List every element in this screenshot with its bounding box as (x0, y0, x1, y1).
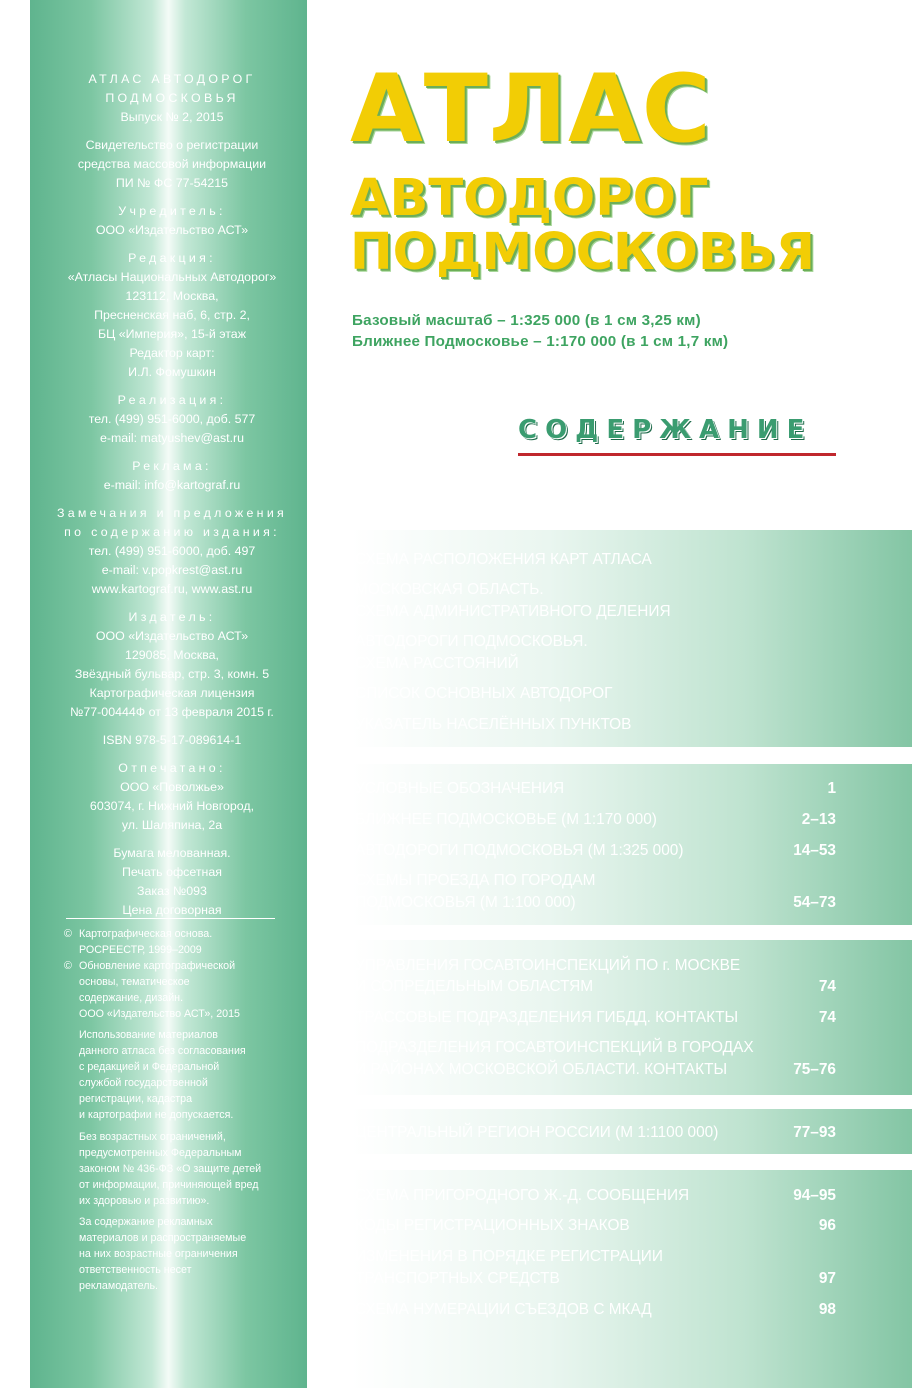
toc-entry-cont[interactable]: ПОДМОСКОВЬЯ (М 1:100 000) (355, 894, 576, 911)
imprint-printed-1: ООО «Поволжье» (120, 780, 224, 794)
note-3a: Использование материалов (79, 1029, 218, 1042)
imprint-cert-1: Свидетельство о регистрации (85, 138, 259, 152)
imprint-paper: Бумага мелованная. (113, 846, 231, 860)
toc-entry[interactable]: СХЕМА ПРИГОРОДНОГО Ж.-Д. СООБЩЕНИЯ (355, 1187, 690, 1204)
imprint-editorial-5: Редактор карт: (129, 346, 215, 360)
toc-entry[interactable]: УКАЗАТЕЛЬ НАСЕЛЁННЫХ ПУНКТОВ (355, 716, 632, 733)
toc-entry[interactable]: СПИСОК ОСНОВНЫХ АВТОДОРОГ (355, 685, 613, 702)
imprint-publisher-heading: Издатель: (128, 610, 216, 624)
toc-entry[interactable]: СХЕМЫ ПРОЕЗДА ПО ГОРОДАМ (355, 872, 596, 889)
imprint-editorial-1: «Атласы Национальных Автодорог» (67, 270, 277, 284)
cover-title-roads: АВТОДОРОГ (350, 169, 709, 228)
toc-page-number: 1 (827, 780, 836, 797)
copyright-icon: © (64, 959, 72, 972)
base-scale-note: Базовый масштаб – 1:325 000 (в 1 см 3,25 км) (352, 312, 701, 329)
note-2a: Обновление картографической (79, 959, 236, 972)
legal-notes (62, 927, 302, 1295)
imprint-editorial-6: И.Л. Фомушкин (128, 365, 216, 379)
imprint-divider (66, 918, 275, 919)
note-5e: рекламодатель. (79, 1280, 159, 1293)
note-2b: основы, тематическое (79, 975, 190, 988)
note-4d: от информации, причиняющей вред (79, 1178, 259, 1191)
imprint-cert-3: ПИ № ФС 77-54215 (115, 176, 229, 190)
toc-page-number: 74 (818, 978, 836, 995)
note-3b: данного атласа без согласования (79, 1045, 246, 1058)
toc-entry[interactable]: АВТОДОРОГИ ПОДМОСКОВЬЯ. (355, 633, 588, 650)
note-5a: За содержание рекламных (79, 1216, 213, 1229)
toc-page-number: 98 (818, 1301, 836, 1318)
toc-entry[interactable]: МОСКОВСКАЯ ОБЛАСТЬ. (355, 581, 544, 598)
imprint-editorial-2: 123112, Москва, (125, 289, 219, 303)
note-3d: службой государственной (79, 1077, 208, 1090)
imprint-isbn: ISBN 978-5-17-089614-1 (102, 733, 242, 747)
contents-heading: СОДЕРЖАНИЕ (518, 415, 813, 445)
note-4e: их здоровью и развитию». (79, 1194, 210, 1207)
copyright-icon: © (64, 928, 72, 940)
toc-entry[interactable]: УПРАВЛЕНИЯ ГОСАВТОИНСПЕКЦИЙ ПО г. МОСКВЕ (355, 957, 741, 974)
imprint-printed-heading: Отпечатано: (118, 761, 226, 775)
imprint-sales-1: тел. (499) 951-6000, доб. 577 (88, 412, 256, 426)
imprint-printed-2: 603074, г. Нижний Новгород, (89, 799, 255, 813)
imprint-issue: Выпуск № 2, 2015 (120, 110, 224, 124)
toc-entry-cont[interactable]: ТРАНСПОРТНЫХ СРЕДСТВ (355, 1270, 560, 1287)
imprint-ads-heading: Реклама: (132, 459, 212, 473)
toc-entry[interactable]: КОДЫ РЕГИСТРАЦИОННЫХ ЗНАКОВ (355, 1217, 630, 1234)
toc-entry-cont[interactable]: И РАЙОНАХ МОСКОВСКОЙ ОБЛАСТИ. КОНТАКТЫ (355, 1061, 728, 1078)
imprint-publisher-3: Звёздный бульвар, стр. 3, комн. 5 (74, 667, 270, 681)
toc-page-number: 77–93 (793, 1124, 836, 1141)
imprint-editorial-4: БЦ «Империя», 15-й этаж (98, 327, 246, 341)
note-3f: и картографии не допускается. (79, 1108, 234, 1121)
note-3c: с редакцией и Федеральной (79, 1061, 220, 1074)
imprint-print: Печать офсетная (122, 865, 222, 879)
toc-entry[interactable]: БЛИЖНЕЕ ПОДМОСКОВЬЕ (М 1:170 000) (355, 811, 657, 828)
imprint-publisher-1: ООО «Издательство АСТ» (95, 629, 249, 643)
note-4b: предусмотренных Федеральным (79, 1146, 242, 1159)
imprint-founder-heading: Учредитель: (118, 204, 226, 218)
toc-entry[interactable]: ПОДРАЗДЕЛЕНИЯ ГОСАВТОИНСПЕКЦИЙ В ГОРОДАХ (355, 1039, 754, 1056)
toc-page-number: 54–73 (793, 894, 836, 911)
imprint-remarks-2: e-mail: v.popkrest@ast.ru (101, 563, 243, 577)
toc-page-number: 14–53 (793, 842, 836, 859)
cover-title-region: ПОДМОСКОВЬЯ (350, 223, 816, 282)
toc-entry[interactable]: СХЕМА НУМЕРАЦИИ СЪЕЗДОВ С МКАД (355, 1301, 652, 1318)
note-5b: материалов и распространяемые (79, 1232, 247, 1245)
toc-page-number: 96 (818, 1217, 836, 1234)
imprint-sales-2: e-mail: matyushev@ast.ru (99, 431, 245, 445)
toc-page-number: 94–95 (793, 1187, 836, 1204)
note-5d: ответственность несет (79, 1264, 192, 1277)
toc-entry[interactable]: ИЗМЕНЕНИЯ В ПОРЯДКЕ РЕГИСТРАЦИИ (355, 1248, 663, 1265)
imprint-cert-2: средства массовой информации (77, 157, 267, 171)
toc-page-number: 97 (818, 1270, 836, 1287)
toc-page-number: 74 (818, 1009, 836, 1026)
note-2d: ООО «Издательство АСТ», 2015 (79, 1007, 240, 1020)
note-2c: содержание, дизайн. (79, 991, 184, 1004)
toc-entry[interactable]: АВТОДОРОГИ ПОДМОСКОВЬЯ (М 1:325 000) (355, 842, 684, 859)
toc-page-number: 75–76 (793, 1061, 836, 1078)
toc-entry[interactable]: ЦЕНТРАЛЬНЫЙ РЕГИОН РОССИИ (М 1:1100 000) (355, 1124, 719, 1141)
imprint-price: Цена договорная (122, 903, 222, 917)
imprint-editorial-3: Пресненская наб, 6, стр. 2, (94, 308, 250, 322)
note-1b: РОСРЕЕСТР, 1999–2009 (79, 943, 202, 956)
note-4c: законом № 436-ФЗ «О защите детей (79, 1162, 262, 1175)
imprint-publisher-4: Картографическая лицензия (89, 686, 255, 700)
imprint-publisher-5: №77-00444Ф от 13 февраля 2015 г. (70, 705, 274, 719)
toc-entry-cont[interactable]: И СОПРЕДЕЛЬНЫМ ОБЛАСТЯМ (355, 978, 594, 995)
note-3e: регистрации, кадастра (79, 1093, 193, 1106)
imprint-founder: ООО «Издательство АСТ» (95, 223, 249, 237)
imprint-printed-3: ул. Шаляпина, 2а (121, 818, 223, 832)
note-1a: Картографическая основа. (79, 928, 213, 940)
near-scale-note: Ближнее Подмосковье – 1:170 000 (в 1 см 1,7 км) (352, 333, 729, 350)
toc-entry[interactable]: ТРАССОВЫЕ ПОДРАЗДЕЛЕНИЯ ГИБДД. КОНТАКТЫ (355, 1009, 739, 1026)
imprint-title-2: ПОДМОСКОВЬЯ (105, 91, 239, 105)
imprint-sales-heading: Реализация: (117, 393, 227, 407)
note-5c: на них возрастные ограничения (79, 1248, 238, 1261)
note-4a: Без возрастных ограничений, (79, 1130, 226, 1143)
imprint-title: АТЛАС АВТОДОРОГ (88, 72, 256, 86)
imprint-publisher-2: 129085, Москва, (125, 648, 219, 662)
imprint-remarks-heading-1: Замечания и предложения (56, 506, 288, 520)
imprint-remarks-3: www.kartograf.ru, www.ast.ru (91, 582, 253, 596)
imprint-order: Заказ №093 (137, 884, 207, 898)
toc-entry[interactable]: СХЕМА АДМИНИСТРАТИВНОГО ДЕЛЕНИЯ (355, 603, 671, 620)
imprint-remarks-1: тел. (499) 951-6000, доб. 497 (88, 544, 256, 558)
imprint-ads-1: e-mail: info@kartograf.ru (103, 478, 241, 492)
toc-entry[interactable]: СХЕМА РАСПОЛОЖЕНИЯ КАРТ АТЛАСА (355, 551, 652, 568)
toc-entry[interactable]: СХЕМА РАССТОЯНИЙ (355, 655, 519, 672)
toc-entry[interactable]: УСЛОВНЫЕ ОБОЗНАЧЕНИЯ (355, 780, 565, 797)
contents-underline (518, 453, 836, 456)
cover-title-atlas: АТЛАС (350, 55, 712, 164)
imprint-block (30, 70, 314, 920)
toc-page-number: 2–13 (801, 811, 836, 828)
imprint-editorial-heading: Редакция: (128, 251, 216, 265)
imprint-remarks-heading-2: по содержанию издания: (64, 525, 280, 539)
